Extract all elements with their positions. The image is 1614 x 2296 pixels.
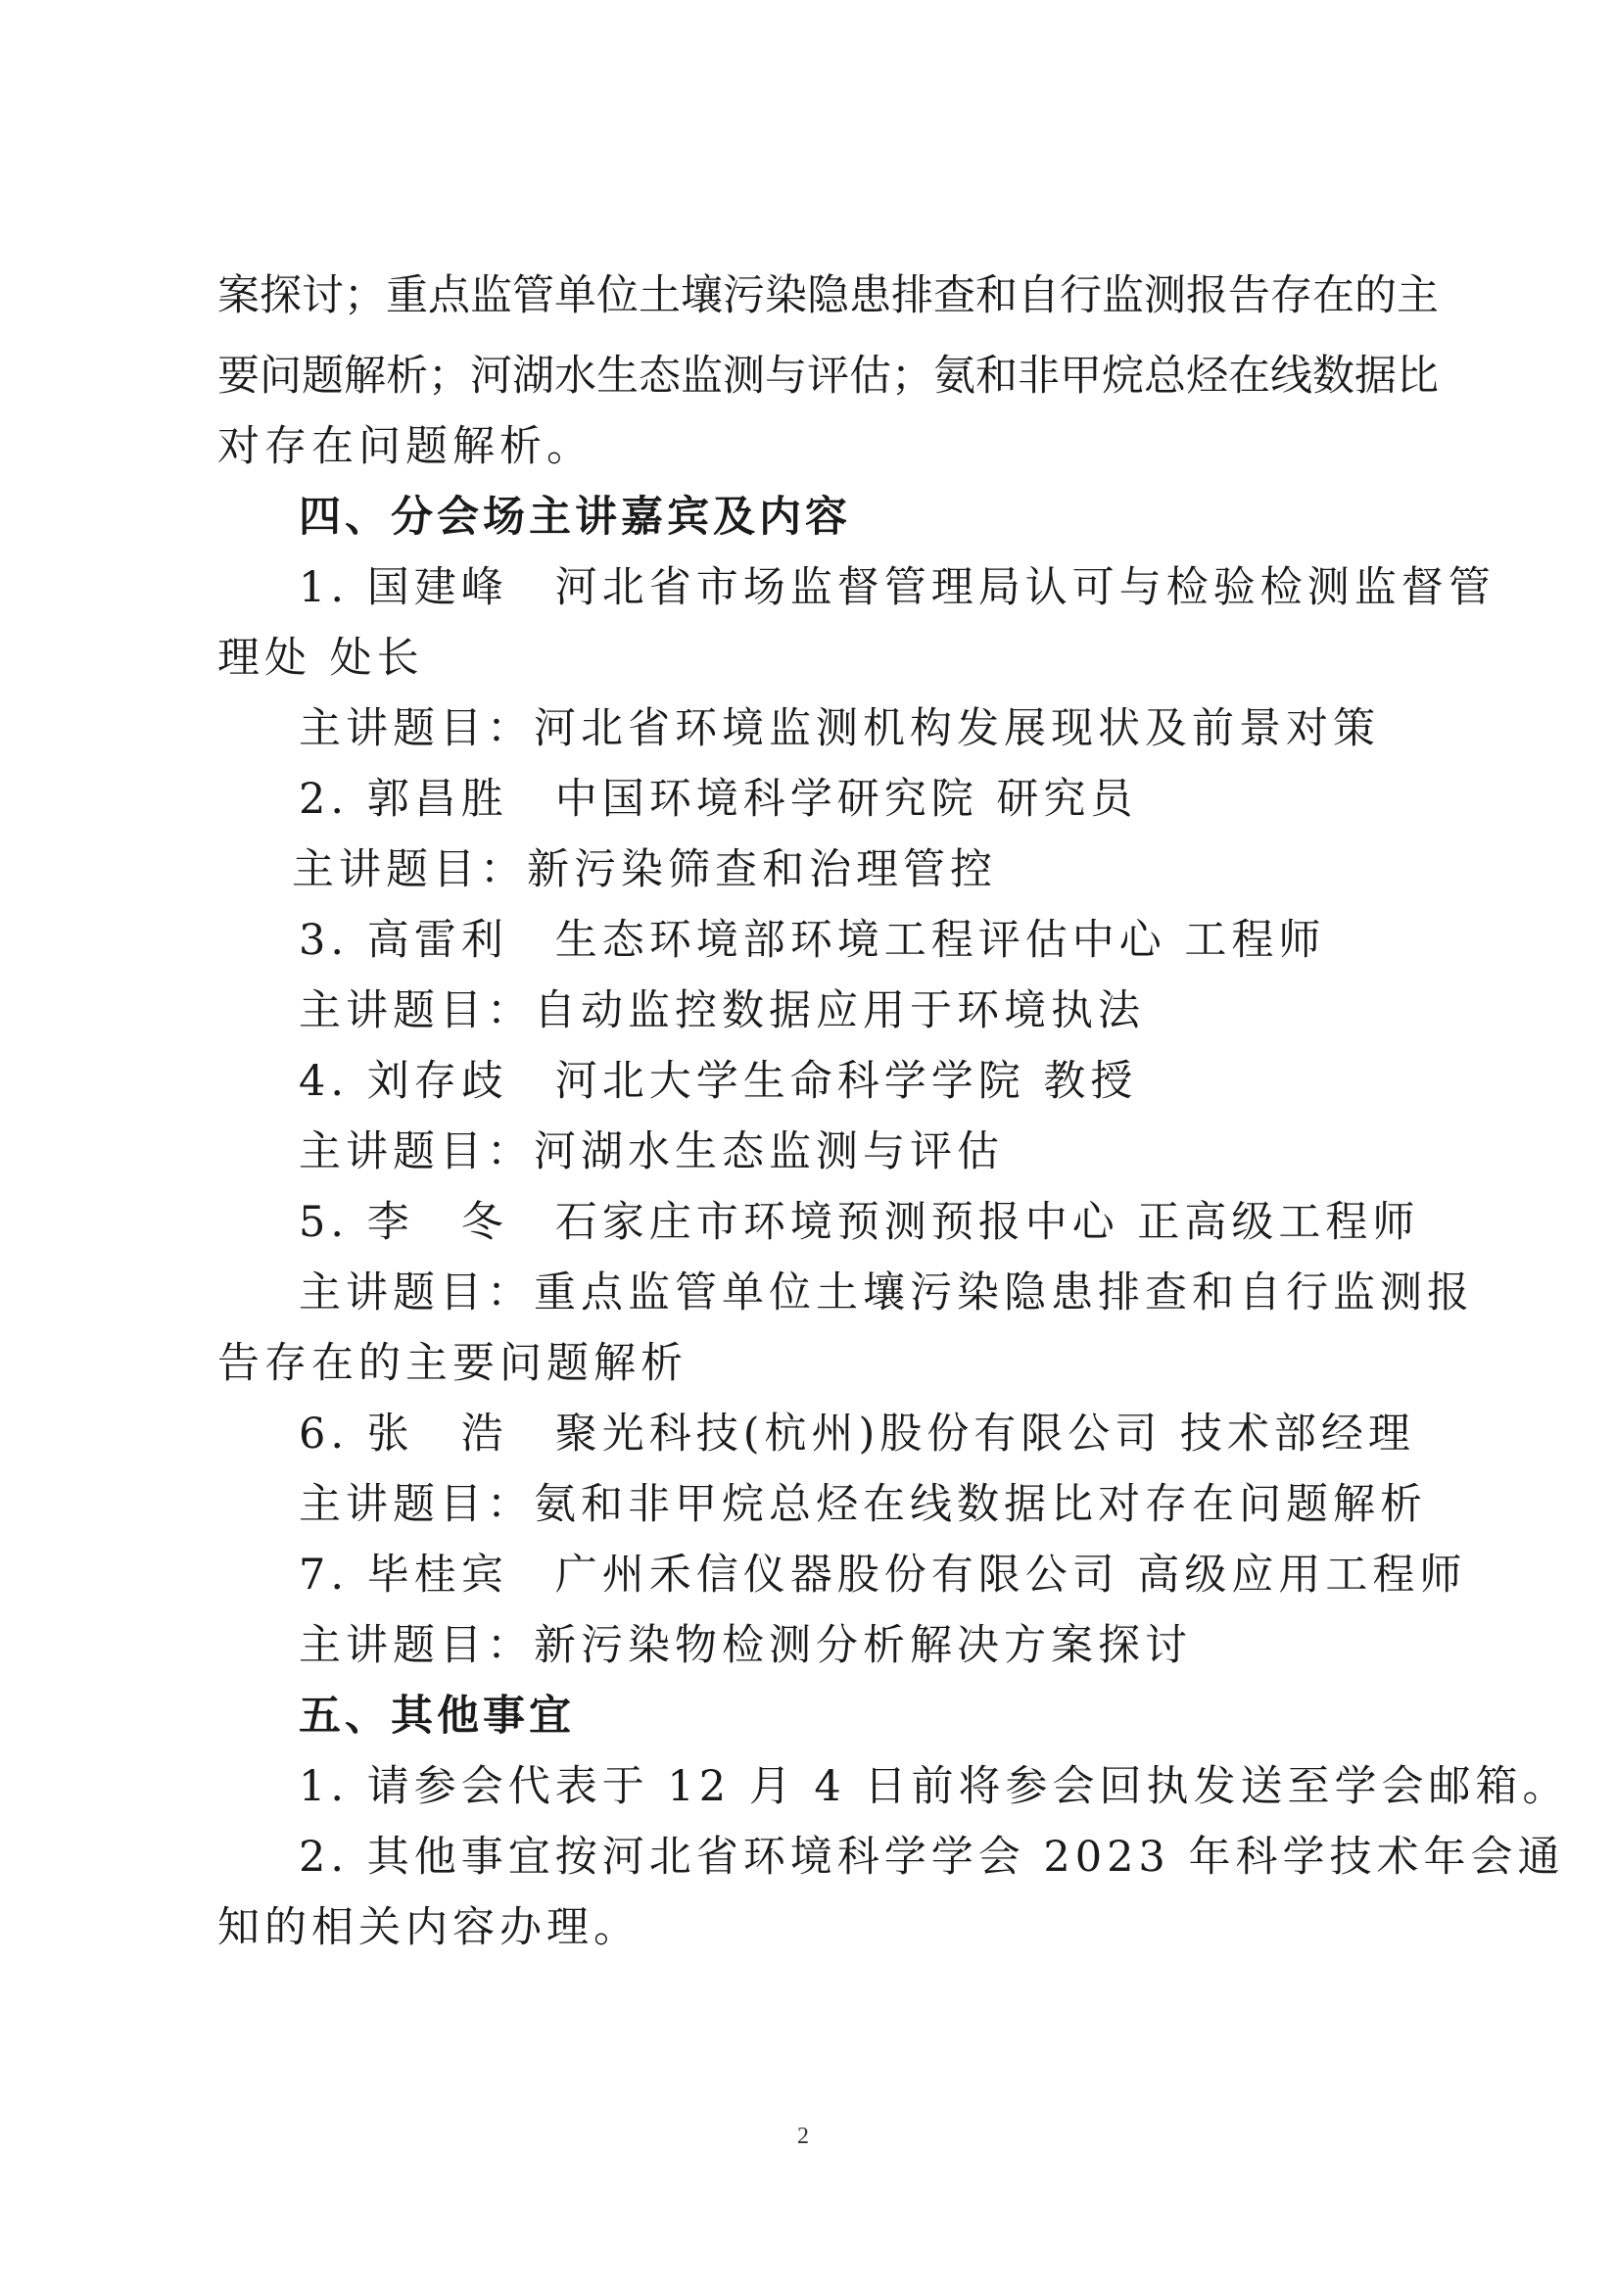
paragraph-line: 案探讨；重点监管单位土壤污染隐患排查和自行监测报告存在的主 [217,271,1439,320]
section-heading: 五、其他事宜 [299,1692,575,1741]
speaker-topic: 主讲题目：河北省环境监测机构发展现状及前景对策 [299,704,1380,753]
speaker-topic: 主讲题目：新污染物检测分析解决方案探讨 [299,1621,1192,1670]
paragraph-line: 对存在问题解析。 [217,422,593,471]
speaker-line: 7. 毕桂宾 广州禾信仪器股份有限公司 高级应用工程师 [299,1551,1467,1600]
list-item: 2. 其他事宜按河北省环境科学学会 2023 年科学技术年会通 [299,1833,1565,1882]
speaker-line: 1. 国建峰 河北省市场监督管理局认可与检验检测监督管 [299,563,1495,612]
paragraph-line: 要问题解析；河湖水生态监测与评估；氨和非甲烷总烃在线数据比 [217,352,1439,401]
speaker-topic-continued: 告存在的主要问题解析 [217,1339,688,1388]
speaker-line: 4. 刘存歧 河北大学生命科学学院 教授 [299,1057,1138,1106]
speaker-line: 6. 张 浩 聚光科技(杭州)股份有限公司 技术部经理 [299,1410,1415,1459]
speaker-topic: 主讲题目：河湖水生态监测与评估 [299,1127,1004,1176]
speaker-topic: 主讲题目：新污染筛查和治理管控 [292,845,997,894]
section-heading: 四、分会场主讲嘉宾及内容 [299,493,851,542]
speaker-topic: 主讲题目：重点监管单位土壤污染隐患排查和自行监测报 [299,1268,1474,1317]
speaker-line: 5. 李 冬 石家庄市环境预测预报中心 正高级工程师 [299,1198,1420,1247]
speaker-line-continued: 理处 处长 [217,634,424,683]
speaker-topic: 主讲题目：自动监控数据应用于环境执法 [299,986,1145,1035]
page-number: 2 [797,2124,809,2149]
speaker-line: 3. 高雷利 生态环境部环境工程评估中心 工程师 [299,916,1326,965]
speaker-topic: 主讲题目：氨和非甲烷总烃在线数据比对存在问题解析 [299,1480,1427,1529]
speaker-line: 2. 郭昌胜 中国环境科学研究院 研究员 [299,775,1138,824]
list-item-continued: 知的相关内容办理。 [217,1903,641,1952]
list-item: 1. 请参会代表于 12 月 4 日前将参会回执发送至学会邮箱。 [299,1762,1570,1811]
